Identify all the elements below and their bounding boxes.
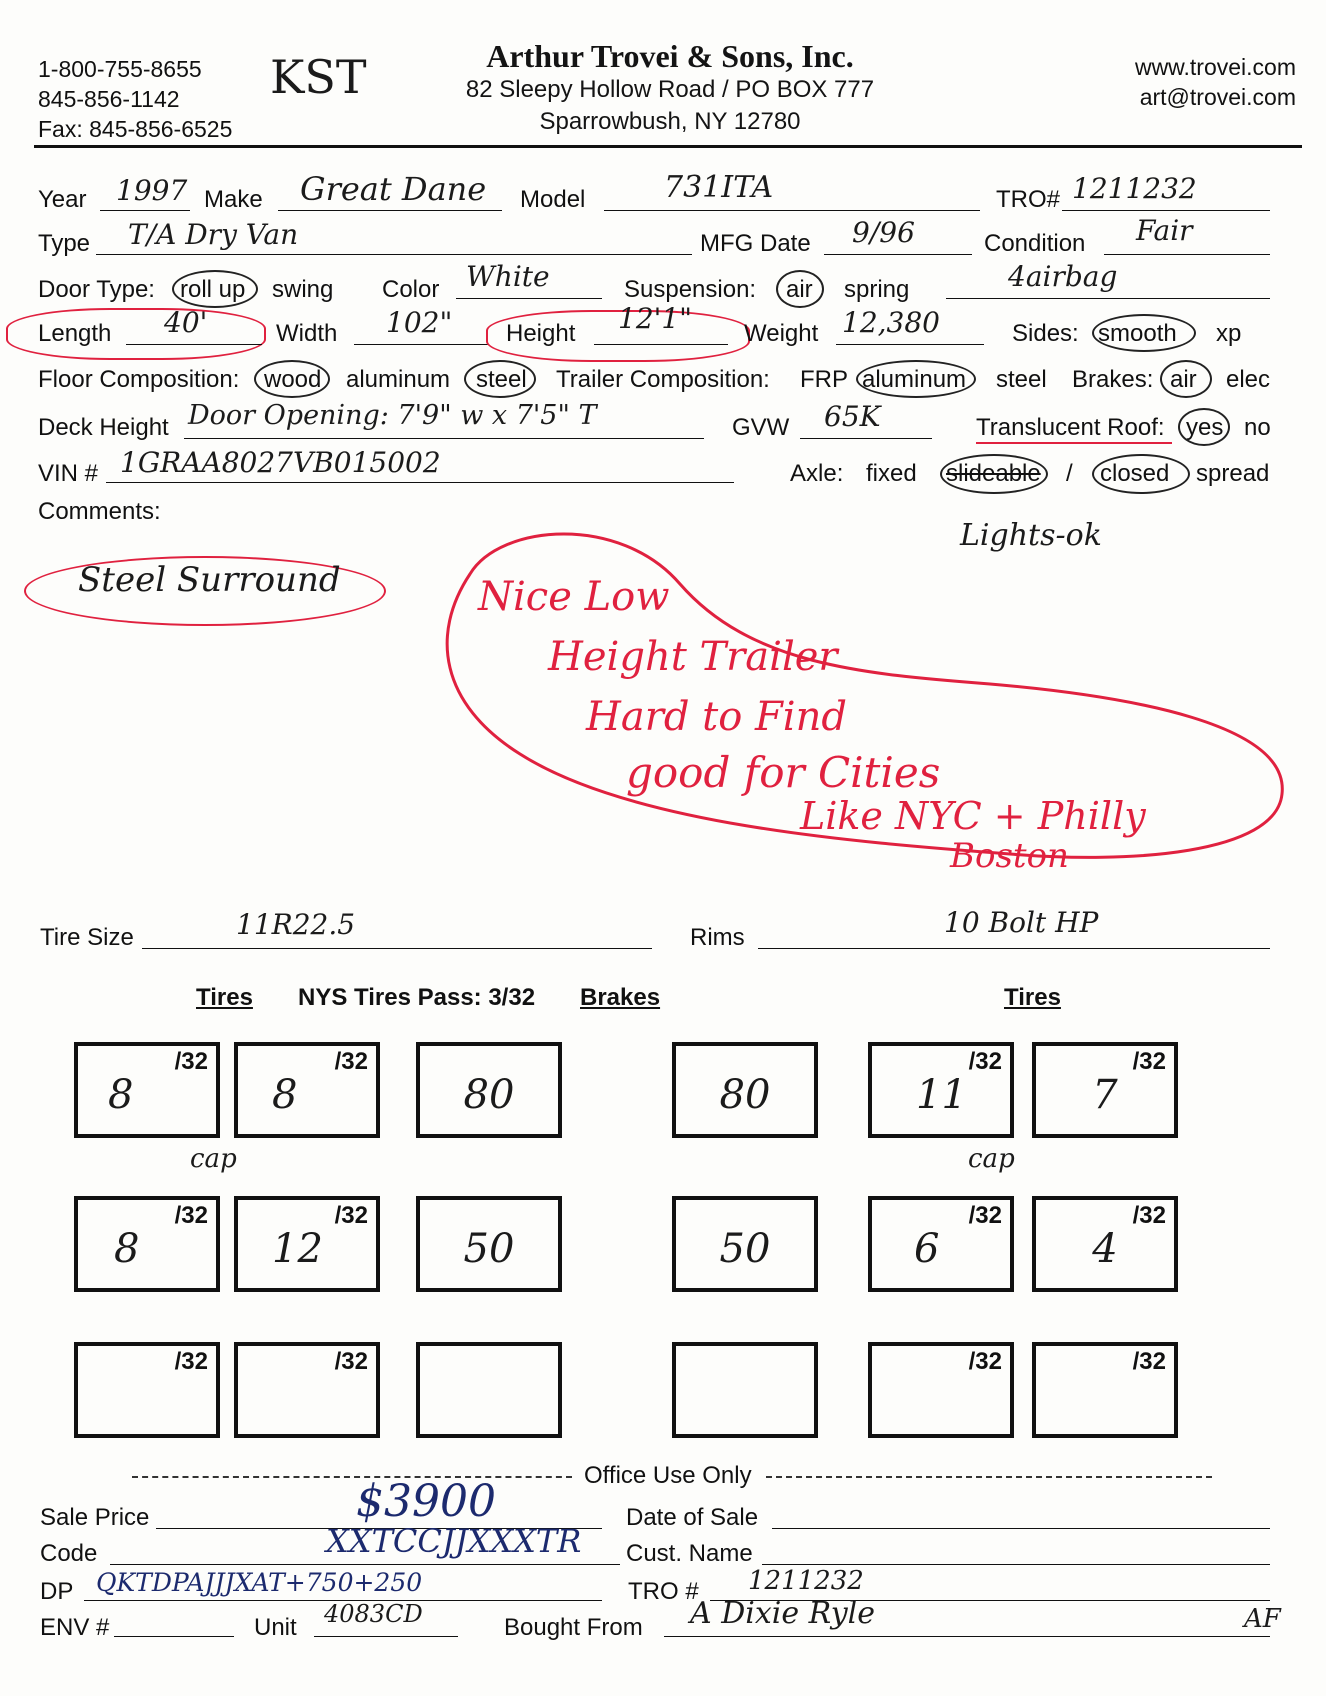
tire-size-label: Tire Size — [40, 924, 134, 951]
sale-price-label: Sale Price — [40, 1504, 150, 1531]
type-label: Type — [38, 230, 91, 257]
red-note-line-4: good for Cities — [626, 748, 941, 797]
axle-label: Axle: — [790, 460, 844, 487]
model-value: 731ITA — [664, 170, 774, 205]
width-value: 102" — [386, 306, 453, 339]
axle-spread-option[interactable]: spread — [1196, 460, 1270, 487]
translucent-roof-label: Translucent Roof: — [976, 414, 1165, 441]
make-value: Great Dane — [300, 170, 487, 208]
env-line — [114, 1636, 234, 1637]
rims-line — [758, 948, 1270, 949]
cust-name-line — [762, 1564, 1270, 1565]
floor-composition-label: Floor Composition: — [38, 366, 240, 393]
tire-box-r1-c2[interactable]: /32 8 — [234, 1042, 380, 1138]
suspension-note-value: 4airbag — [1008, 260, 1118, 293]
smooth-selection-circle — [1092, 314, 1196, 352]
length-label: Length — [38, 320, 112, 347]
roof-yes-circle — [1178, 408, 1230, 446]
tro-label: TRO# — [996, 186, 1061, 213]
color-line — [456, 298, 602, 299]
brakes-air-circle — [1160, 360, 1212, 398]
suspension-spring-option[interactable]: spring — [844, 276, 910, 303]
cap-note-right: cap — [968, 1144, 1015, 1174]
deck-height-value: Door Opening: 7'9" w x 7'5" T — [188, 400, 597, 431]
tire-box-r2-c2[interactable]: /32 12 — [234, 1196, 380, 1292]
steel-selection-circle — [464, 360, 536, 398]
deck-height-line — [184, 438, 704, 439]
height-label: Height — [506, 320, 576, 347]
vin-label: VIN # — [38, 460, 99, 487]
office-divider-right — [766, 1476, 1212, 1478]
tro-value: 1211232 — [1072, 172, 1197, 205]
type-value: T/A Dry Van — [128, 218, 299, 251]
tire-box-r3-c2[interactable]: /32 — [234, 1342, 380, 1438]
comment-steel-surround: Steel Surround — [78, 560, 341, 600]
translucent-roof-red-underline — [976, 442, 1172, 444]
phone-1: 1-800-755-8655 — [38, 56, 202, 82]
suspension-label: Suspension: — [624, 276, 757, 303]
condition-value: Fair — [1136, 214, 1193, 247]
wood-selection-circle — [254, 360, 330, 398]
brake-box-r1-left[interactable]: 80 — [416, 1042, 562, 1138]
brake-box-r3-left[interactable] — [416, 1342, 562, 1438]
brakes-label: Brakes: — [1072, 366, 1154, 393]
comments-label: Comments: — [38, 498, 161, 525]
red-note-line-3: Hard to Find — [586, 694, 847, 740]
vin-value: 1GRAA8027VB015002 — [120, 446, 441, 479]
brake-box-r2-right[interactable]: 50 — [672, 1196, 818, 1292]
brakes-air-option[interactable]: air — [1170, 366, 1197, 393]
weight-label: Weight — [744, 320, 819, 347]
office-use-only-label: Office Use Only — [584, 1462, 752, 1489]
red-note-line-5: Like NYC + Philly — [800, 794, 1146, 838]
brake-box-r1-right[interactable]: 80 — [672, 1042, 818, 1138]
dp-label: DP — [40, 1578, 74, 1605]
floor-wood-option[interactable]: wood — [264, 366, 322, 393]
tire-box-r3-c5[interactable]: /32 — [868, 1342, 1014, 1438]
axle-closed-option[interactable]: closed — [1100, 460, 1170, 487]
brakes-column-header: Brakes — [580, 984, 661, 1011]
condition-line — [1104, 254, 1270, 255]
tire-box-r1-c5[interactable]: /32 11 — [868, 1042, 1014, 1138]
closed-circle — [1092, 454, 1190, 494]
fax-number: Fax: 845-856-6525 — [38, 116, 233, 142]
tro-line — [1062, 210, 1270, 211]
slideable-circle — [940, 454, 1048, 494]
gvw-value: 65K — [824, 400, 881, 433]
signature-initials: AF — [1244, 1604, 1281, 1634]
sides-smooth-option[interactable]: smooth — [1098, 320, 1177, 347]
mfg-date-label: MFG Date — [700, 230, 811, 257]
door-roll-up-option[interactable]: roll up — [180, 276, 246, 303]
model-label: Model — [520, 186, 586, 213]
unit-label: Unit — [254, 1614, 297, 1641]
date-of-sale-line — [772, 1528, 1270, 1529]
red-note-line-2: Height Trailer — [548, 634, 838, 680]
tire-box-r1-c6[interactable]: /32 7 — [1032, 1042, 1178, 1138]
phone-2: 845-856-1142 — [38, 86, 180, 112]
gvw-line — [800, 438, 932, 439]
year-line — [100, 210, 190, 211]
rims-value: 10 Bolt HP — [944, 906, 1099, 939]
roof-no-option[interactable]: no — [1244, 414, 1271, 441]
air-suspension-circle — [776, 270, 824, 308]
color-value: White — [466, 260, 550, 293]
tire-box-r2-c5[interactable]: /32 6 — [868, 1196, 1014, 1292]
weight-value: 12,380 — [842, 306, 940, 339]
trailer-aluminum-circle — [856, 360, 976, 398]
company-name: Arthur Trovei & Sons, Inc. — [486, 38, 854, 74]
mfg-date-line — [824, 254, 972, 255]
website: www.trovei.com — [1134, 54, 1296, 80]
trailer-steel-option[interactable]: steel — [996, 366, 1047, 393]
floor-steel-option[interactable]: steel — [476, 366, 527, 393]
sale-price-value: $3900 — [356, 1476, 496, 1527]
tire-size-line — [142, 948, 652, 949]
deck-height-label: Deck Height — [38, 414, 169, 441]
vin-line — [106, 482, 734, 483]
sides-xp-option[interactable]: xp — [1216, 320, 1242, 347]
tire-box-r1-c1[interactable]: /32 8 — [74, 1042, 220, 1138]
code-value: XXTCCJJXXXTR — [326, 1522, 582, 1560]
trailer-composition-label: Trailer Composition: — [556, 366, 770, 393]
nys-tires-pass: NYS Tires Pass: 3/32 — [298, 984, 536, 1011]
code-label: Code — [40, 1540, 98, 1567]
company-address-1: 82 Sleepy Hollow Road / PO BOX 777 — [465, 76, 875, 103]
door-type-label: Door Type: — [38, 276, 155, 303]
door-swing-option[interactable]: swing — [272, 276, 334, 303]
bought-from-label: Bought From — [504, 1614, 643, 1641]
handwritten-initials: KST — [270, 50, 367, 104]
code-line — [110, 1564, 620, 1565]
condition-label: Condition — [984, 230, 1086, 257]
color-label: Color — [382, 276, 440, 303]
tires-left-header: Tires — [196, 984, 253, 1011]
sides-label: Sides: — [1012, 320, 1079, 347]
tire-box-r3-c1[interactable]: /32 — [74, 1342, 220, 1438]
floor-aluminum-option[interactable]: aluminum — [346, 366, 451, 393]
axle-slideable-option[interactable]: slideable — [946, 460, 1041, 487]
tire-box-r2-c1[interactable]: /32 8 — [74, 1196, 220, 1292]
make-line — [278, 210, 502, 211]
axle-slash: / — [1066, 460, 1073, 487]
env-label: ENV # — [40, 1614, 110, 1641]
brake-box-r2-left[interactable]: 50 — [416, 1196, 562, 1292]
brake-box-r3-right[interactable] — [672, 1342, 818, 1438]
email: art@trovei.com — [1139, 84, 1296, 110]
length-line — [126, 344, 262, 345]
trailer-frp-option[interactable]: FRP — [800, 366, 848, 393]
year-value: 1997 — [116, 174, 188, 207]
rims-label: Rims — [690, 924, 745, 951]
cust-name-label: Cust. Name — [626, 1540, 753, 1567]
red-note-line-6: Boston — [950, 836, 1069, 876]
tro-office-value: 1211232 — [748, 1566, 864, 1596]
trailer-aluminum-option[interactable]: aluminum — [862, 366, 967, 393]
axle-fixed-option[interactable]: fixed — [866, 460, 917, 487]
company-address-2: Sparrowbush, NY 12780 — [539, 108, 801, 135]
roof-yes-option[interactable]: yes — [1186, 414, 1224, 441]
mfg-date-value: 9/96 — [852, 216, 915, 249]
make-label: Make — [204, 186, 263, 213]
gvw-label: GVW — [732, 414, 790, 441]
year-label: Year — [38, 186, 87, 213]
length-value: 40' — [164, 306, 208, 339]
height-value: 12'1" — [618, 302, 693, 335]
office-divider-left — [132, 1476, 572, 1478]
date-of-sale-label: Date of Sale — [626, 1504, 759, 1531]
suspension-line — [946, 298, 1270, 299]
red-note-line-1: Nice Low — [478, 574, 670, 620]
roll-up-selection-circle — [172, 270, 258, 308]
type-line — [96, 254, 692, 255]
model-line — [604, 210, 980, 211]
brakes-elec-option[interactable]: elec — [1226, 366, 1271, 393]
bought-from-value: A Dixie Ryle — [690, 1596, 876, 1631]
tire-size-value: 11R22.5 — [236, 908, 356, 941]
unit-line — [314, 1636, 458, 1637]
tro-office-label: TRO # — [628, 1578, 699, 1605]
cap-note-left: cap — [190, 1144, 237, 1174]
tire-box-r2-c6[interactable]: /32 4 — [1032, 1196, 1178, 1292]
tire-box-r3-c6[interactable]: /32 — [1032, 1342, 1178, 1438]
header-divider — [34, 145, 1302, 148]
comment-lights-ok: Lights-ok — [960, 518, 1102, 553]
tires-right-header: Tires — [1004, 984, 1061, 1011]
width-label: Width — [276, 320, 338, 347]
weight-line — [836, 344, 984, 345]
unit-value: 4083CD — [324, 1600, 423, 1628]
height-line — [594, 344, 728, 345]
width-line — [354, 344, 488, 345]
dp-value: QKTDPAJJJXAT+750+250 — [96, 1568, 423, 1597]
suspension-air-option[interactable]: air — [786, 276, 813, 303]
bought-from-line — [664, 1636, 1270, 1637]
